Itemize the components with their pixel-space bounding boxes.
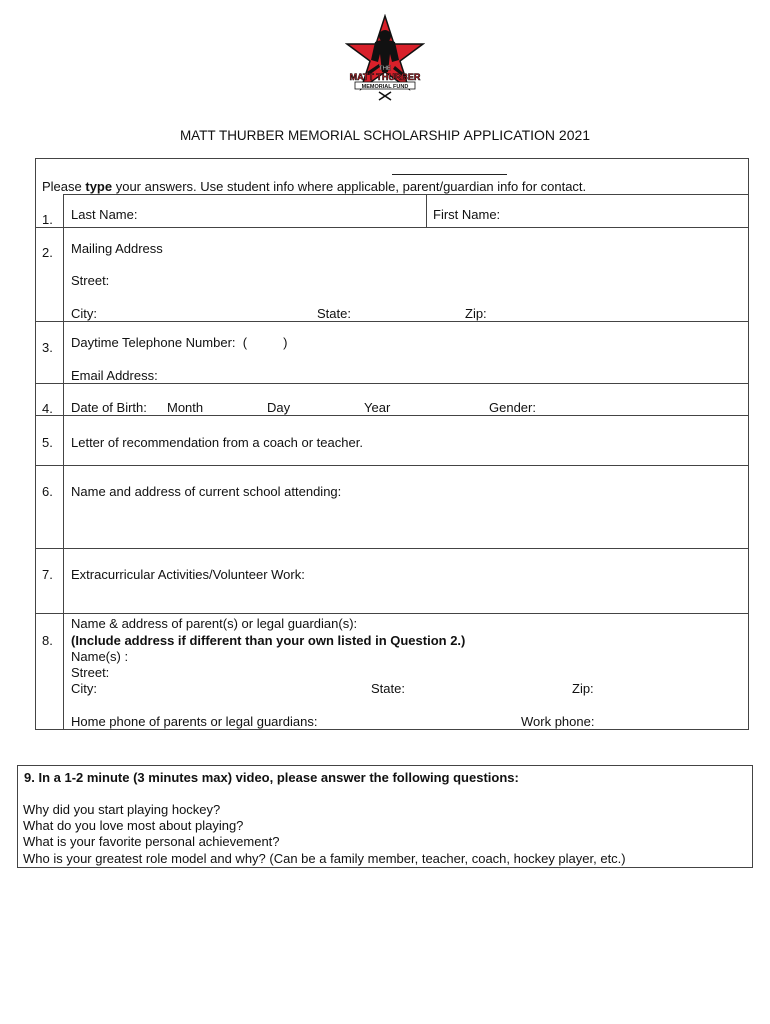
zip-field[interactable]: Zip: <box>465 306 487 321</box>
dob-day-field[interactable]: Day <box>267 400 291 415</box>
matt-thurber-logo <box>345 14 425 104</box>
video-question: Why did you start playing hockey? <box>23 802 221 817</box>
recommendation-letter-label: Letter of recommendation from a coach or teacher. <box>71 435 363 450</box>
guardian-names-field[interactable]: Name(s) : <box>71 649 129 664</box>
logo-line3: MEMORIAL FUND <box>361 84 409 90</box>
guardian-street-field[interactable]: Street: <box>71 665 110 680</box>
video-question: What do you love most about playing? <box>23 818 244 833</box>
video-question: Who is your greatest role model and why? (Can be a family member, teacher, coach, hockey player, etc.) <box>23 851 626 866</box>
q4-number: 4. <box>42 401 53 416</box>
instructions: Please type your answers. Use student info where applicable, parent/guardian info for contact. <box>42 179 587 194</box>
video-question: What is your favorite personal achievement? <box>23 834 280 849</box>
q3-number: 3. <box>42 340 53 355</box>
state-field[interactable]: State: <box>317 306 351 321</box>
q1-number: 1. <box>42 212 53 227</box>
logo-line1: THE <box>379 66 391 72</box>
guardian-state-field[interactable]: State: <box>371 681 405 696</box>
mailing-address-label: Mailing Address <box>71 241 163 256</box>
video-questions-heading: 9. In a 1-2 minute (3 minutes max) video, please answer the following questions: <box>24 770 519 785</box>
document-title <box>0 127 770 143</box>
dob-month-field[interactable]: Month <box>167 400 204 415</box>
q2-number: 2. <box>42 245 53 260</box>
q8-number: 8. <box>42 633 53 648</box>
title-suffix: APPLICATION 2021 <box>463 127 591 143</box>
current-school-field[interactable]: Name and address of current school attending: <box>71 484 342 499</box>
extracurricular-field[interactable]: Extracurricular Activities/Volunteer Work: <box>71 567 305 582</box>
guardian-work-phone-field[interactable]: Work phone: <box>521 714 595 729</box>
daytime-phone-field[interactable]: Daytime Telephone Number: ( ) <box>71 335 288 350</box>
dob-year-field[interactable]: Year <box>364 400 391 415</box>
title-prefix: MATT THURBER MEMORIAL SCHOLARSHIP <box>179 128 464 143</box>
guardian-label: Name & address of parent(s) or legal guardian(s): <box>71 616 358 631</box>
street-field[interactable]: Street: <box>71 273 110 288</box>
q5-number: 5. <box>42 435 53 450</box>
signature-blank <box>392 174 507 175</box>
guardian-zip-field[interactable]: Zip: <box>572 681 594 696</box>
first-name-field[interactable]: First Name: <box>433 207 501 222</box>
guardian-note: (Include address if different than your own listed in Question 2.) <box>71 633 466 648</box>
last-name-field[interactable]: Last Name: <box>71 207 138 222</box>
email-field[interactable]: Email Address: <box>71 368 158 383</box>
dob-label: Date of Birth: <box>71 400 147 415</box>
q7-number: 7. <box>42 567 53 582</box>
gender-field[interactable]: Gender: <box>489 400 536 415</box>
q6-number: 6. <box>42 484 53 499</box>
guardian-city-field[interactable]: City: <box>71 681 97 696</box>
city-field[interactable]: City: <box>71 306 97 321</box>
guardian-home-phone-field[interactable]: Home phone of parents or legal guardians: <box>71 714 318 729</box>
logo-line2: MATT THURBER <box>349 72 421 82</box>
